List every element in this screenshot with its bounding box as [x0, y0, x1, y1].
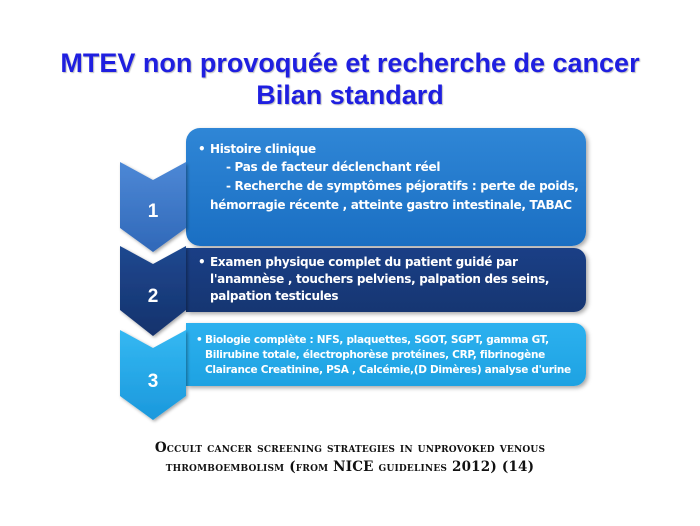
figure-caption-line-1: Occult cancer screening strategies in unprovoked venous	[154, 440, 546, 456]
step-2-line-2: l'anamnèse , touchers pelviens, palpation des seins,	[210, 272, 550, 286]
step-1-line-4: hémorragie récente , atteinte gastro intestinale, TABAC	[210, 198, 572, 212]
bullet-icon: •	[198, 142, 206, 156]
bullet-icon: •	[198, 255, 206, 269]
step-2-line-1: • Examen physique complet du patient guidé par	[198, 255, 518, 269]
step-2-line-3: palpation testicules	[210, 289, 339, 303]
slide-subtitle: Bilan standard	[256, 80, 444, 110]
step-3-line-2: Bilirubine totale, électrophorèse protéines, CRP, fibrinogène	[205, 349, 545, 361]
figure-caption-line-2: thromboembolism (from NICE guidelines 2012) (14)	[165, 459, 535, 475]
slide-title: MTEV non provoquée et recherche de cancer	[60, 48, 640, 78]
step-3-line-1: • Biologie complète : NFS, plaquettes, SGOT, SGPT, gamma GT,	[196, 334, 549, 346]
step-1-number: 1	[147, 201, 159, 222]
step-1-line-1: • Histoire clinique	[198, 142, 316, 156]
step-1-line-3: - Recherche de symptômes péjoratifs : perte de poids,	[226, 179, 579, 193]
bullet-icon: •	[196, 334, 203, 346]
step-1-line-2: - Pas de facteur déclenchant réel	[226, 160, 441, 174]
step-3-line-3: Clairance Creatinine, PSA , Calcémie,(D Dimères) analyse d'urine	[205, 364, 571, 376]
step-3-number: 3	[147, 371, 159, 392]
step-2-number: 2	[147, 286, 159, 307]
